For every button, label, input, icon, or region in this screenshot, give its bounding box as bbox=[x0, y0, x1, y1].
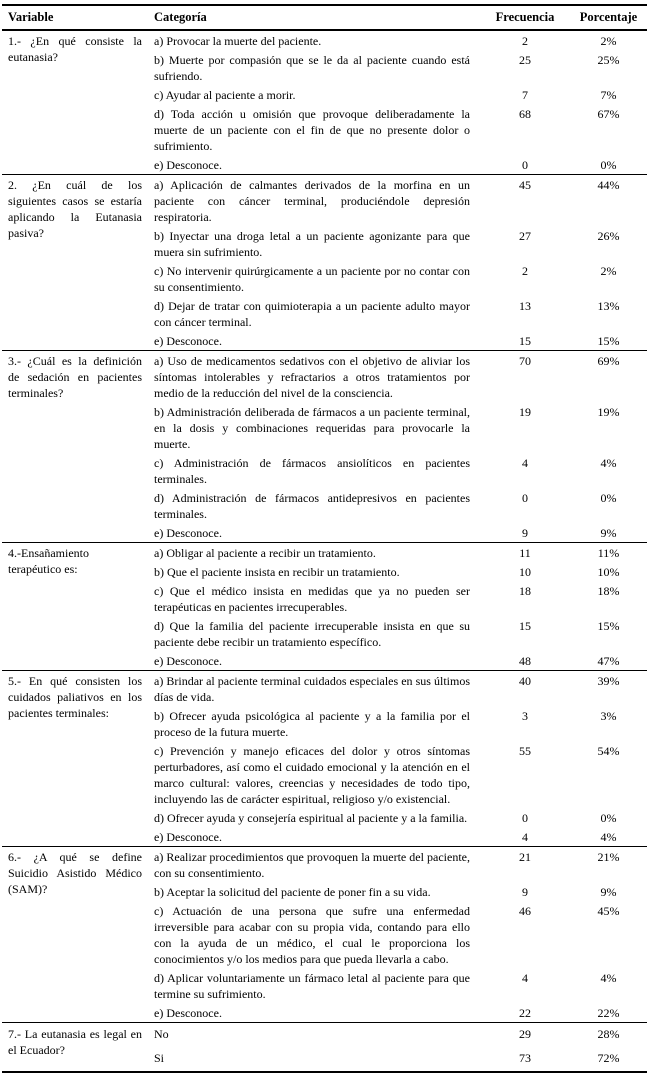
category-cell: b) Aceptar la solicitud del paciente de poner fin a su vida. bbox=[154, 885, 431, 899]
variable-cell: 3.- ¿Cuál es la definición de sedación en pacientes terminales? bbox=[2, 351, 152, 543]
percentage-cell: 0% bbox=[600, 811, 617, 825]
percentage-cell: 26% bbox=[597, 229, 620, 243]
frequency-cell: 15 bbox=[519, 619, 531, 633]
percentage-cell: 13% bbox=[597, 299, 620, 313]
frequency-cell: 55 bbox=[519, 744, 531, 758]
percentage-cell: 69% bbox=[570, 351, 647, 403]
variable-cell: 7.- La eutanasia es legal en el Ecuador? bbox=[2, 1023, 152, 1073]
percentage-cell: 10% bbox=[597, 565, 620, 579]
frequency-cell: 70 bbox=[480, 351, 570, 403]
frequency-cell: 45 bbox=[480, 175, 570, 227]
percentage-cell: 11% bbox=[570, 543, 647, 563]
category-cell: No bbox=[152, 1023, 480, 1048]
category-cell: a) Obligar al paciente a recibir un tratamiento. bbox=[152, 543, 480, 563]
category-cell: c) Administración de fármacos ansiolíticos en pacientes terminales. bbox=[154, 456, 470, 486]
table-row bbox=[2, 30, 647, 50]
frequency-cell: 7 bbox=[522, 88, 528, 102]
frequency-cell: 0 bbox=[522, 811, 528, 825]
percentage-cell: 15% bbox=[597, 619, 620, 633]
percentage-cell: 4% bbox=[600, 456, 617, 470]
category-cell: b) Muerte por compasión que se le da al paciente cuando está sufriendo. bbox=[154, 53, 470, 83]
category-cell: e) Desconoce. bbox=[154, 830, 222, 844]
percentage-cell: 54% bbox=[597, 744, 620, 758]
variable-cell: 5.- En qué consisten los cuidados paliativos en los pacientes terminales: bbox=[2, 671, 152, 847]
percentage-cell: 2% bbox=[570, 30, 647, 50]
category-cell: b) Inyectar una droga letal a un paciente agonizante para que muera sin sufrimiento. bbox=[154, 229, 470, 259]
header-row bbox=[2, 5, 647, 30]
category-cell: e) Desconoce. bbox=[154, 158, 222, 172]
frequency-cell: 40 bbox=[480, 671, 570, 707]
frequency-cell: 68 bbox=[519, 107, 531, 121]
percentage-cell: 18% bbox=[597, 584, 620, 598]
category-cell: c) Ayudar al paciente a morir. bbox=[154, 88, 296, 102]
frequency-cell: 0 bbox=[522, 158, 528, 172]
frequency-cell: 48 bbox=[519, 654, 531, 668]
frequency-cell: 29 bbox=[480, 1023, 570, 1048]
category-cell: d) Toda acción u omisión que provoque deliberadamente la muerte de un paciente con el fin de que no presente dolor o sufrimiento. bbox=[154, 107, 470, 153]
frequency-cell: 73 bbox=[519, 1051, 531, 1065]
category-cell: a) Provocar la muerte del paciente. bbox=[152, 30, 480, 50]
percentage-cell: 19% bbox=[597, 405, 620, 419]
frequency-cell: 2 bbox=[480, 30, 570, 50]
frequency-cell: 21 bbox=[480, 847, 570, 883]
category-cell: e) Desconoce. bbox=[154, 1006, 222, 1020]
frequency-cell: 9 bbox=[522, 526, 528, 540]
category-cell: d) Aplicar voluntariamente un fármaco letal al paciente para que termine su sufrimiento. bbox=[154, 971, 470, 1001]
percentage-cell: 47% bbox=[597, 654, 620, 668]
percentage-cell: 0% bbox=[600, 158, 617, 172]
percentage-cell: 4% bbox=[600, 830, 617, 844]
category-cell: a) Uso de medicamentos sedativos con el objetivo de aliviar los síntomas intolerables y refractarios a otros tratamientos por medio de la reducción del nivel de la consciencia. bbox=[152, 351, 480, 403]
category-cell: d) Administración de fármacos antidepresivos en pacientes terminales. bbox=[154, 491, 470, 521]
table-row bbox=[2, 351, 647, 403]
column-header-porcentaje: Porcentaje bbox=[570, 5, 647, 30]
frequency-cell: 4 bbox=[522, 830, 528, 844]
frequency-cell: 19 bbox=[519, 405, 531, 419]
table-header bbox=[2, 5, 647, 30]
frequency-cell: 2 bbox=[522, 264, 528, 278]
column-header-frecuencia: Frecuencia bbox=[480, 5, 570, 30]
table-body bbox=[2, 30, 647, 1072]
frequency-cell: 15 bbox=[519, 334, 531, 348]
frequency-cell: 46 bbox=[519, 904, 531, 918]
percentage-cell: 0% bbox=[600, 491, 617, 505]
percentage-cell: 39% bbox=[570, 671, 647, 707]
variable-cell: 2. ¿En cuál de los siguientes casos se estaría aplicando la Eutanasia pasiva? bbox=[2, 175, 152, 351]
percentage-cell: 44% bbox=[570, 175, 647, 227]
category-cell: a) Realizar procedimientos que provoquen la muerte del paciente, con su consentimiento. bbox=[152, 847, 480, 883]
frequency-cell: 3 bbox=[522, 709, 528, 723]
frequency-cell: 25 bbox=[519, 53, 531, 67]
table-row bbox=[2, 671, 647, 707]
percentage-cell: 15% bbox=[597, 334, 620, 348]
frequency-cell: 13 bbox=[519, 299, 531, 313]
category-cell: d) Dejar de tratar con quimioterapia a un paciente adulto mayor con cáncer terminal. bbox=[154, 299, 470, 329]
table-row bbox=[2, 1023, 647, 1048]
column-header-categoria: Categoría bbox=[152, 5, 480, 30]
table-row bbox=[2, 175, 647, 227]
frequency-cell: 4 bbox=[522, 456, 528, 470]
frequency-cell: 9 bbox=[522, 885, 528, 899]
percentage-cell: 72% bbox=[597, 1051, 620, 1065]
category-cell: c) Actuación de una persona que sufre una enfermedad irreversible para acabar con su propia vida, contando para ello con la ayuda de un médico, el cual le proporciona los conocimientos y/o los medios para que pueda llevarla a cabo. bbox=[154, 904, 470, 966]
category-cell: a) Aplicación de calmantes derivados de la morfina en un paciente con cáncer terminal, produciéndole depresión respiratoria. bbox=[152, 175, 480, 227]
survey-results-table bbox=[2, 4, 647, 1073]
frequency-cell: 10 bbox=[519, 565, 531, 579]
category-cell: Si bbox=[154, 1051, 165, 1065]
percentage-cell: 2% bbox=[600, 264, 617, 278]
category-cell: b) Administración deliberada de fármacos a un paciente terminal, en la dosis y combinaciones requeridas para provocarle la muerte. bbox=[154, 405, 470, 451]
percentage-cell: 9% bbox=[600, 885, 617, 899]
frequency-cell: 22 bbox=[519, 1006, 531, 1020]
category-cell: b) Ofrecer ayuda psicológica al paciente y a la familia por el proceso de la futura muerte. bbox=[154, 709, 470, 739]
category-cell: e) Desconoce. bbox=[154, 526, 222, 540]
percentage-cell: 4% bbox=[600, 971, 617, 985]
variable-cell: 6.- ¿A qué se define Suicidio Asistido Médico (SAM)? bbox=[2, 847, 152, 1023]
percentage-cell: 28% bbox=[570, 1023, 647, 1048]
table-row bbox=[2, 847, 647, 883]
percentage-cell: 3% bbox=[600, 709, 617, 723]
percentage-cell: 45% bbox=[597, 904, 620, 918]
category-cell: c) Que el médico insista en medidas que ya no pueden ser terapéuticas en pacientes irrecuperables. bbox=[154, 584, 470, 614]
frequency-cell: 27 bbox=[519, 229, 531, 243]
percentage-cell: 9% bbox=[600, 526, 617, 540]
frequency-cell: 11 bbox=[480, 543, 570, 563]
percentage-cell: 67% bbox=[597, 107, 620, 121]
table-row bbox=[2, 543, 647, 563]
percentage-cell: 21% bbox=[570, 847, 647, 883]
percentage-cell: 7% bbox=[600, 88, 617, 102]
category-cell: c) Prevención y manejo eficaces del dolor y otros síntomas perturbadores, así como el cuidado emocional y la atención en el marco cultural: valores, creencias y necesidades de todo tipo, incluyendo las de carácter espiritual, religioso y/o existencial. bbox=[154, 744, 470, 806]
category-cell: b) Que el paciente insista en recibir un tratamiento. bbox=[154, 565, 400, 579]
category-cell: e) Desconoce. bbox=[154, 654, 222, 668]
category-cell: d) Que la familia del paciente irrecuperable insista en que su paciente debe recibir un tratamiento específico. bbox=[154, 619, 470, 649]
variable-cell: 4.-Ensañamiento terapéutico es: bbox=[2, 543, 152, 671]
category-cell: c) No intervenir quirúrgicamente a un paciente por no contar con su consentimiento. bbox=[154, 264, 470, 294]
variable-cell: 1.- ¿En qué consiste la eutanasia? bbox=[2, 30, 152, 175]
category-cell: e) Desconoce. bbox=[154, 334, 222, 348]
category-cell: d) Ofrecer ayuda y consejería espiritual al paciente y a la familia. bbox=[154, 811, 468, 825]
percentage-cell: 25% bbox=[597, 53, 620, 67]
column-header-variable: Variable bbox=[2, 5, 152, 30]
frequency-cell: 4 bbox=[522, 971, 528, 985]
frequency-cell: 0 bbox=[522, 491, 528, 505]
frequency-cell: 18 bbox=[519, 584, 531, 598]
category-cell: a) Brindar al paciente terminal cuidados especiales en sus últimos días de vida. bbox=[152, 671, 480, 707]
percentage-cell: 22% bbox=[597, 1006, 620, 1020]
